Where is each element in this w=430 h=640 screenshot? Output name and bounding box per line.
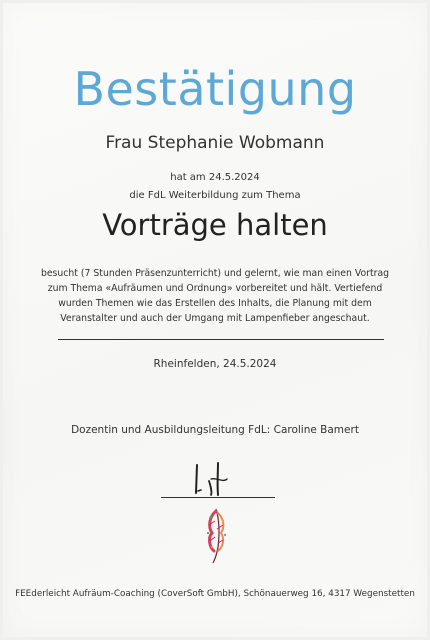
footer-company-address: FEEderleicht Aufräum-Coaching (CoverSoft GmbH), Schönauerweg 16, 4317 Wegenstetten (15, 589, 415, 599)
certificate-body-text: besucht (7 Stunden Präsenzunterricht) und gelernt, wie man einen Vortrag zum Thema «Aufräumen und Ordnung» vorbereitet und hält. Vertiefend wurden Themen wie das Erstellen des Inhalts, die Planung mit dem Veranstalter und auch der Umgang mit Lampenfieber angeschaut. (40, 268, 390, 324)
feather-logo-icon (199, 503, 233, 565)
course-topic: Vorträge halten (102, 208, 328, 242)
course-date-line: hat am 24.5.2024 (170, 172, 260, 183)
divider-line (58, 339, 384, 340)
course-intro-line: die FdL Weiterbildung zum Thema (129, 190, 301, 201)
place-and-date: Rheinfelden, 24.5.2024 (153, 358, 277, 370)
signature-line (161, 497, 275, 498)
recipient-name: Frau Stephanie Wobmann (105, 133, 325, 153)
certificate-title: Bestätigung (73, 62, 357, 116)
instructor-line: Dozentin und Ausbildungsleitung FdL: Caroline Bamert (71, 424, 359, 436)
handwritten-signature (185, 457, 245, 497)
